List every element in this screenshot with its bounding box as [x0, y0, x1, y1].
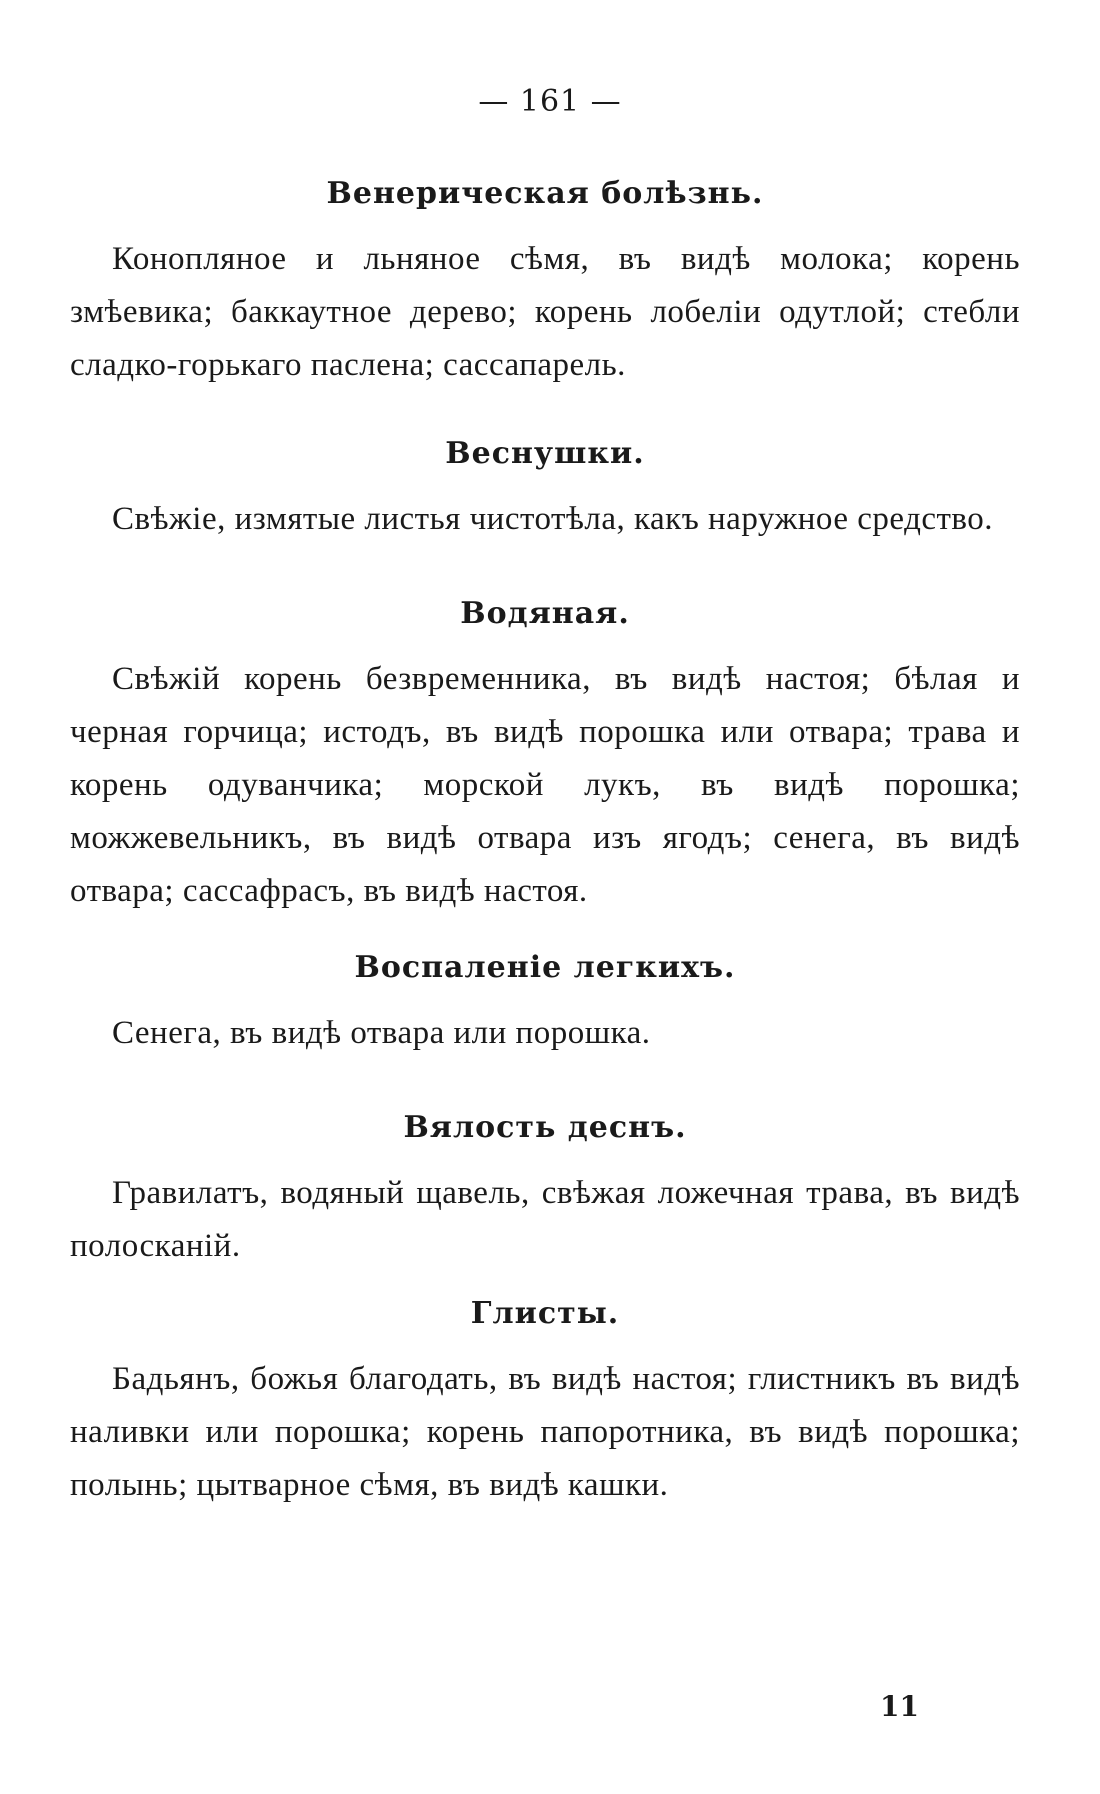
section-text: Свѣжій корень безвременника, въ видѣ настоя; бѣлая и черная горчица; истодъ, въ видѣ порошка или отвара; трава и корень одуванчика; морской лукъ, въ видѣ порошка; можжевельникъ, въ видѣ отвара изъ ягодъ; сенега, въ видѣ отвара; сассафрасъ, въ видѣ настоя.: [70, 661, 1020, 909]
section-heading: Веснушки.: [445, 436, 645, 471]
section-heading: Вялость деснъ.: [403, 1110, 687, 1145]
section-worms: [70, 1296, 1020, 1512]
section-dropsy: [70, 596, 1020, 918]
page-number: — 161 —: [478, 84, 622, 119]
section-text: Свѣжіе, измятые листья чистотѣла, какъ наружное средство.: [112, 501, 994, 537]
section-text: Конопляное и льняное сѣмя, въ видѣ молока; корень змѣевика; баккаутное дерево; корень лобеліи одутлой; стебли сладко-горькаго паслена; сассапарель.: [70, 241, 1020, 383]
section-heading: Водяная.: [460, 596, 630, 631]
section-heading: Воспаленіе легкихъ.: [354, 950, 736, 985]
section-gum-weakness: [70, 1110, 1020, 1273]
section-pneumonia: [70, 950, 1020, 1060]
section-text: Гравилатъ, водяный щавель, свѣжая ложечная трава, въ видѣ полосканій.: [70, 1175, 1020, 1264]
signature-mark: 11: [880, 1690, 919, 1723]
section-text: Сенега, въ видѣ отвара или порошка.: [112, 1015, 651, 1051]
section-text: Бадьянъ, божья благодать, въ видѣ настоя; глистникъ въ видѣ наливки или порошка; корень папоротника, въ видѣ порошка; полынь; цытварное сѣмя, въ видѣ кашки.: [70, 1361, 1020, 1503]
section-freckles: [70, 436, 1020, 546]
section-heading: Венерическая болѣзнь.: [326, 176, 764, 211]
section-heading: Глисты.: [470, 1296, 620, 1331]
section-venereal-disease: [70, 176, 1020, 392]
